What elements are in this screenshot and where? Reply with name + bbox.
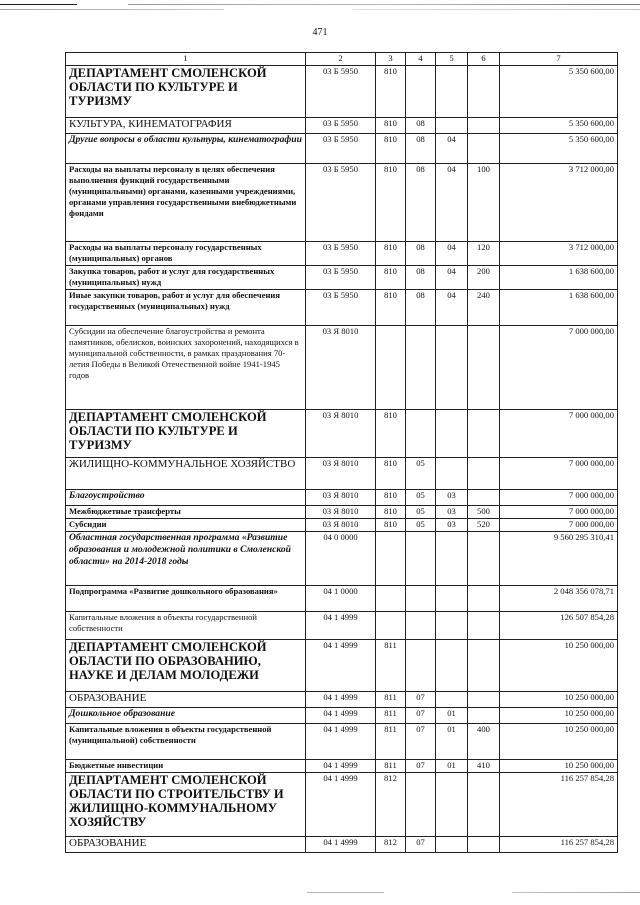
- row-amount: 5 350 600,00: [500, 118, 618, 134]
- row-ministry-code: 811: [376, 692, 406, 708]
- row-target-code: 03 Б 5950: [306, 164, 376, 242]
- row-section: [406, 326, 436, 410]
- table-row: [66, 290, 618, 326]
- row-subsection: [436, 586, 468, 612]
- row-subsection: [436, 640, 468, 692]
- row-subsection: 03: [436, 519, 468, 532]
- row-amount: 10 250 000,00: [500, 692, 618, 708]
- row-description: Иные закупки товаров, работ и услуг для обеспечения государственных (муниципальных) нужд: [66, 290, 306, 326]
- row-ministry-code: 810: [376, 266, 406, 290]
- scan-top-rule: [0, 4, 640, 5]
- row-amount: 7 000 000,00: [500, 410, 618, 458]
- row-description: ДЕПАРТАМЕНТ СМОЛЕНСКОЙ ОБЛАСТИ ПО КУЛЬТУРЕ И ТУРИЗМУ: [66, 66, 306, 118]
- column-header: 4: [406, 53, 436, 66]
- row-ministry-code: 812: [376, 773, 406, 837]
- column-header: 3: [376, 53, 406, 66]
- row-expense-type: [468, 118, 500, 134]
- table-row: [66, 242, 618, 266]
- row-target-code: 04 1 4999: [306, 692, 376, 708]
- row-ministry-code: 810: [376, 118, 406, 134]
- row-expense-type: 520: [468, 519, 500, 532]
- table-row: [66, 586, 618, 612]
- row-expense-type: [468, 640, 500, 692]
- row-section: [406, 586, 436, 612]
- table-row: [66, 519, 618, 532]
- row-subsection: [436, 458, 468, 490]
- row-description: Капитальные вложения в объекты государственной собственности: [66, 612, 306, 640]
- row-description: ОБРАЗОВАНИЕ: [66, 837, 306, 853]
- row-amount: 7 000 000,00: [500, 458, 618, 490]
- row-ministry-code: [376, 586, 406, 612]
- row-section: 08: [406, 134, 436, 164]
- row-ministry-code: 811: [376, 724, 406, 760]
- column-header: 5: [436, 53, 468, 66]
- row-ministry-code: 811: [376, 640, 406, 692]
- row-description: Расходы на выплаты персоналу государственных (муниципальных) органов: [66, 242, 306, 266]
- row-expense-type: [468, 410, 500, 458]
- row-target-code: 04 1 0000: [306, 586, 376, 612]
- row-subsection: 04: [436, 164, 468, 242]
- budget-table: [65, 52, 618, 853]
- row-target-code: 04 1 4999: [306, 708, 376, 724]
- table-row: [66, 708, 618, 724]
- row-expense-type: 400: [468, 724, 500, 760]
- row-ministry-code: 812: [376, 837, 406, 853]
- row-description: Межбюджетные трансферты: [66, 506, 306, 519]
- table-row: [66, 164, 618, 242]
- row-subsection: 04: [436, 134, 468, 164]
- row-section: 07: [406, 692, 436, 708]
- row-amount: 7 000 000,00: [500, 519, 618, 532]
- row-subsection: 01: [436, 760, 468, 773]
- row-amount: 2 048 356 078,71: [500, 586, 618, 612]
- row-section: 08: [406, 242, 436, 266]
- row-subsection: [436, 326, 468, 410]
- row-amount: 116 257 854,28: [500, 773, 618, 837]
- row-amount: 116 257 854,28: [500, 837, 618, 853]
- row-description: Бюджетные инвестиции: [66, 760, 306, 773]
- row-expense-type: [468, 532, 500, 586]
- row-target-code: 03 Б 5950: [306, 118, 376, 134]
- row-amount: 7 000 000,00: [500, 506, 618, 519]
- table-row: [66, 506, 618, 519]
- row-expense-type: [468, 490, 500, 506]
- row-expense-type: 240: [468, 290, 500, 326]
- row-section: [406, 532, 436, 586]
- row-expense-type: [468, 708, 500, 724]
- row-section: 08: [406, 266, 436, 290]
- row-description: КУЛЬТУРА, КИНЕМАТОГРАФИЯ: [66, 118, 306, 134]
- row-section: [406, 640, 436, 692]
- row-ministry-code: 810: [376, 506, 406, 519]
- row-ministry-code: 810: [376, 290, 406, 326]
- row-expense-type: 500: [468, 506, 500, 519]
- row-expense-type: 120: [468, 242, 500, 266]
- row-expense-type: [468, 612, 500, 640]
- row-section: 07: [406, 724, 436, 760]
- row-ministry-code: 810: [376, 164, 406, 242]
- row-amount: 126 507 854,28: [500, 612, 618, 640]
- row-section: [406, 410, 436, 458]
- page-number: 471: [312, 27, 328, 38]
- row-section: 07: [406, 708, 436, 724]
- row-target-code: 04 1 4999: [306, 724, 376, 760]
- row-ministry-code: [376, 612, 406, 640]
- row-amount: 7 000 000,00: [500, 490, 618, 506]
- row-amount: 1 638 600,00: [500, 266, 618, 290]
- row-expense-type: [468, 773, 500, 837]
- row-description: ДЕПАРТАМЕНТ СМОЛЕНСКОЙ ОБЛАСТИ ПО СТРОИТЕЛЬСТВУ И ЖИЛИЩНО-КОММУНАЛЬНОМУ ХОЗЯЙСТВУ: [66, 773, 306, 837]
- row-ministry-code: 810: [376, 490, 406, 506]
- row-description: ЖИЛИЩНО-КОММУНАЛЬНОЕ ХОЗЯЙСТВО: [66, 458, 306, 490]
- row-subsection: 03: [436, 506, 468, 519]
- row-subsection: 03: [436, 490, 468, 506]
- row-description: Капитальные вложения в объекты государственной (муниципальной) собственности: [66, 724, 306, 760]
- row-ministry-code: [376, 532, 406, 586]
- row-target-code: 04 1 4999: [306, 837, 376, 853]
- row-target-code: 04 1 4999: [306, 612, 376, 640]
- table-row: [66, 458, 618, 490]
- row-amount: 5 350 600,00: [500, 66, 618, 118]
- column-number-row: [66, 53, 618, 66]
- row-target-code: 03 Б 5950: [306, 290, 376, 326]
- row-description: Субсидии: [66, 519, 306, 532]
- row-expense-type: [468, 586, 500, 612]
- row-section: 08: [406, 164, 436, 242]
- row-subsection: [436, 66, 468, 118]
- column-header: 6: [468, 53, 500, 66]
- row-description: Закупка товаров, работ и услуг для государственных (муниципальных) нужд: [66, 266, 306, 290]
- row-description: Субсидии на обеспечение благоустройства и ремонта памятников, обелисков, воинских захоронений, находящихся в муниципальной собственности, в рамках празднования 70-летия Победы в Великой Отечественной войне 1941-1945 годов: [66, 326, 306, 410]
- row-description: ДЕПАРТАМЕНТ СМОЛЕНСКОЙ ОБЛАСТИ ПО ОБРАЗОВАНИЮ, НАУКЕ И ДЕЛАМ МОЛОДЕЖИ: [66, 640, 306, 692]
- row-section: 08: [406, 118, 436, 134]
- row-expense-type: [468, 326, 500, 410]
- row-ministry-code: 810: [376, 458, 406, 490]
- row-target-code: 03 Б 5950: [306, 66, 376, 118]
- row-expense-type: 200: [468, 266, 500, 290]
- row-subsection: [436, 532, 468, 586]
- table-row: [66, 640, 618, 692]
- row-amount: 10 250 000,00: [500, 760, 618, 773]
- row-target-code: 03 Я 8010: [306, 410, 376, 458]
- row-description: Другие вопросы в области культуры, кинематографии: [66, 134, 306, 164]
- row-amount: 5 350 600,00: [500, 134, 618, 164]
- row-section: 08: [406, 290, 436, 326]
- row-amount: 10 250 000,00: [500, 724, 618, 760]
- row-ministry-code: 810: [376, 519, 406, 532]
- row-subsection: [436, 837, 468, 853]
- row-amount: 3 712 000,00: [500, 242, 618, 266]
- row-description: Областная государственная программа «Развитие образования и молодежной политики в Смоленской области» на 2014-2018 годы: [66, 532, 306, 586]
- row-description: Дошкольное образование: [66, 708, 306, 724]
- row-description: Благоустройство: [66, 490, 306, 506]
- table-row: [66, 490, 618, 506]
- row-ministry-code: 810: [376, 410, 406, 458]
- row-description: Расходы на выплаты персоналу в целях обеспечения выполнения функций государственными (муниципальными) органами, казенными учреждениями, органами управления государственными внебюджетными фондами: [66, 164, 306, 242]
- row-description: ДЕПАРТАМЕНТ СМОЛЕНСКОЙ ОБЛАСТИ ПО КУЛЬТУРЕ И ТУРИЗМУ: [66, 410, 306, 458]
- row-ministry-code: 810: [376, 242, 406, 266]
- row-amount: 7 000 000,00: [500, 326, 618, 410]
- row-target-code: 04 1 4999: [306, 773, 376, 837]
- row-section: [406, 612, 436, 640]
- row-section: [406, 773, 436, 837]
- table-row: [66, 134, 618, 164]
- row-subsection: 01: [436, 708, 468, 724]
- table-row: [66, 266, 618, 290]
- row-section: 07: [406, 837, 436, 853]
- row-ministry-code: 810: [376, 134, 406, 164]
- row-ministry-code: 810: [376, 66, 406, 118]
- row-target-code: 03 Б 5950: [306, 242, 376, 266]
- row-subsection: [436, 773, 468, 837]
- row-target-code: 03 Б 5950: [306, 134, 376, 164]
- row-subsection: 04: [436, 266, 468, 290]
- row-subsection: [436, 410, 468, 458]
- row-target-code: 03 Б 5950: [306, 266, 376, 290]
- row-target-code: 03 Я 8010: [306, 326, 376, 410]
- row-expense-type: [468, 458, 500, 490]
- table-row: [66, 612, 618, 640]
- row-subsection: [436, 692, 468, 708]
- row-ministry-code: 811: [376, 760, 406, 773]
- row-subsection: 04: [436, 242, 468, 266]
- row-amount: 10 250 000,00: [500, 640, 618, 692]
- scan-top-rule-secondary: [0, 9, 640, 10]
- row-amount: 3 712 000,00: [500, 164, 618, 242]
- table-row: [66, 66, 618, 118]
- table-row: [66, 118, 618, 134]
- row-target-code: 03 Я 8010: [306, 490, 376, 506]
- row-target-code: 03 Я 8010: [306, 506, 376, 519]
- table-row: [66, 410, 618, 458]
- table-row: [66, 692, 618, 708]
- row-subsection: 01: [436, 724, 468, 760]
- row-amount: 10 250 000,00: [500, 708, 618, 724]
- row-target-code: 04 0 0000: [306, 532, 376, 586]
- row-description: ОБРАЗОВАНИЕ: [66, 692, 306, 708]
- column-header: 2: [306, 53, 376, 66]
- row-section: 05: [406, 519, 436, 532]
- row-expense-type: [468, 837, 500, 853]
- row-section: 05: [406, 506, 436, 519]
- row-subsection: 04: [436, 290, 468, 326]
- table-row: [66, 724, 618, 760]
- row-target-code: 03 Я 8010: [306, 519, 376, 532]
- row-section: 05: [406, 490, 436, 506]
- row-section: 07: [406, 760, 436, 773]
- row-subsection: [436, 612, 468, 640]
- table-row: [66, 773, 618, 837]
- row-ministry-code: 811: [376, 708, 406, 724]
- row-expense-type: [468, 692, 500, 708]
- column-header: 7: [500, 53, 618, 66]
- row-section: [406, 66, 436, 118]
- table-row: [66, 760, 618, 773]
- column-header: 1: [66, 53, 306, 66]
- scan-bottom-rule: [0, 892, 640, 893]
- row-expense-type: [468, 66, 500, 118]
- row-target-code: 04 1 4999: [306, 640, 376, 692]
- row-amount: 1 638 600,00: [500, 290, 618, 326]
- table-row: [66, 532, 618, 586]
- table-row: [66, 326, 618, 410]
- row-section: 05: [406, 458, 436, 490]
- table-row: [66, 837, 618, 853]
- row-expense-type: 410: [468, 760, 500, 773]
- row-expense-type: 100: [468, 164, 500, 242]
- row-subsection: [436, 118, 468, 134]
- row-amount: 9 560 295 310,41: [500, 532, 618, 586]
- row-expense-type: [468, 134, 500, 164]
- row-target-code: 04 1 4999: [306, 760, 376, 773]
- row-target-code: 03 Я 8010: [306, 458, 376, 490]
- row-ministry-code: [376, 326, 406, 410]
- row-description: Подпрограмма «Развитие дошкольного образования»: [66, 586, 306, 612]
